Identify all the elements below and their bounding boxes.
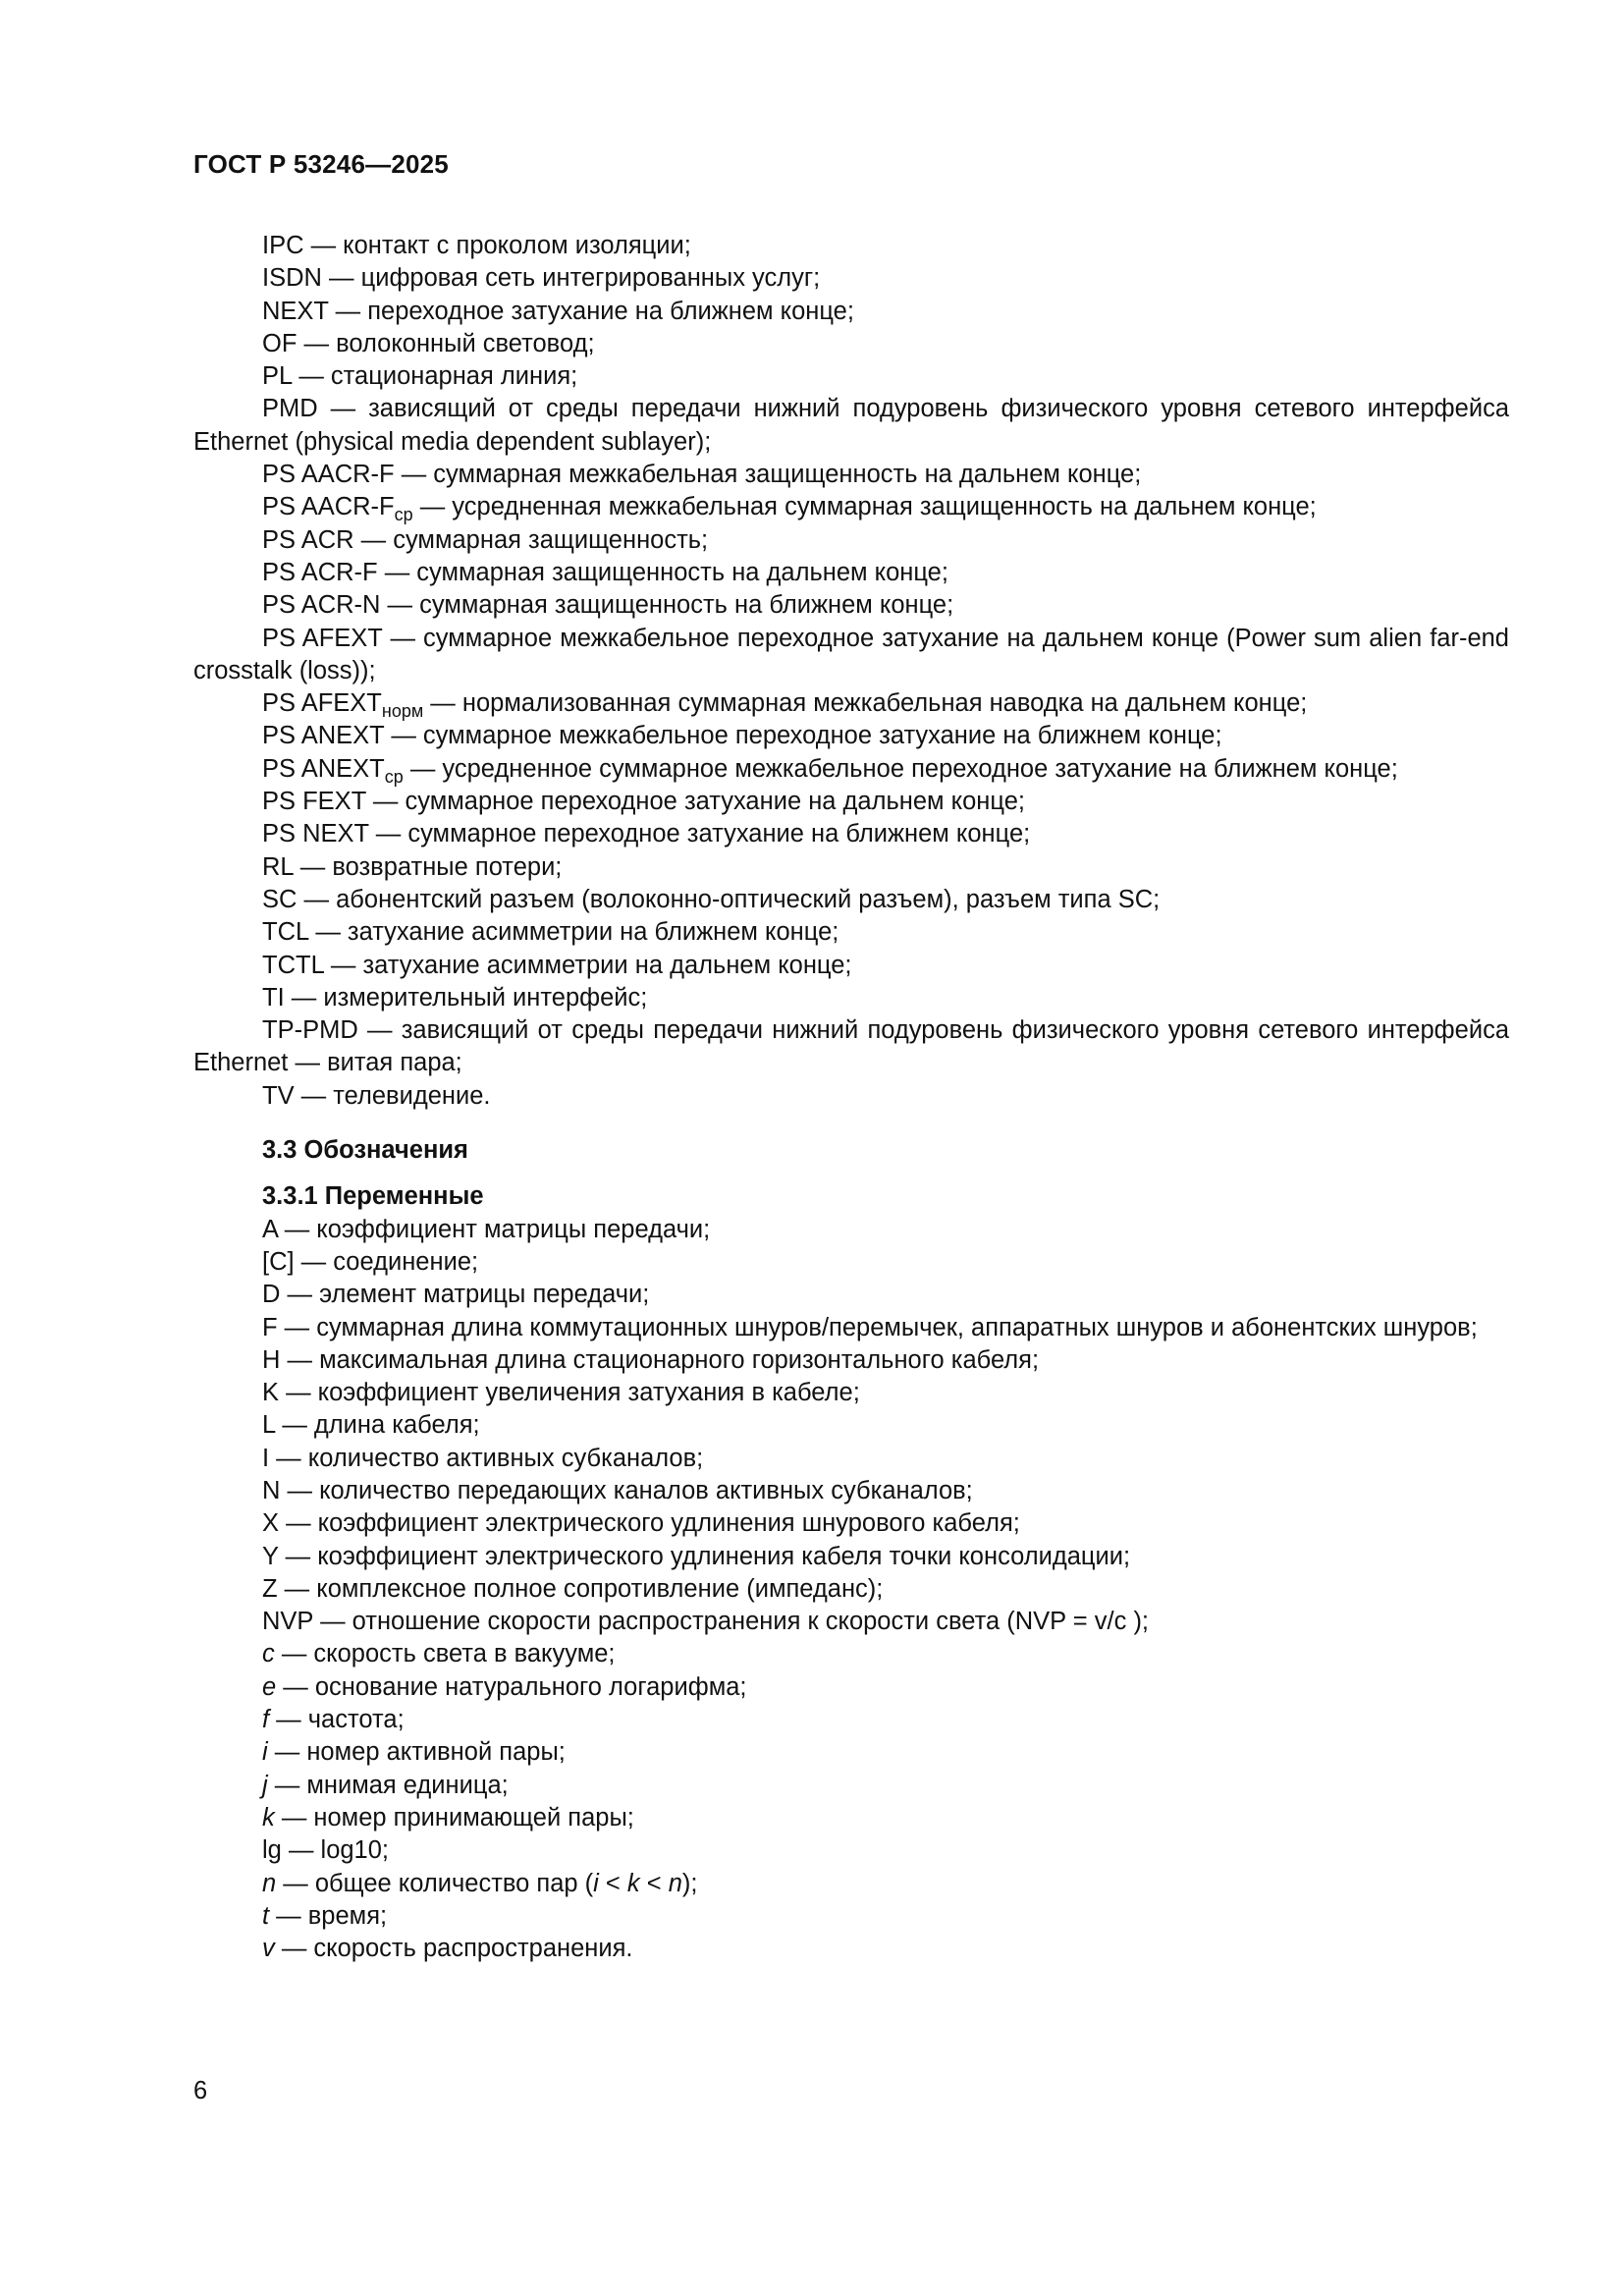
entry-term: NVP — [262, 1608, 313, 1636]
abbreviation-entry — [193, 687, 1509, 720]
variable-entry — [193, 1802, 1509, 1834]
entry-term: PS ACR — [262, 525, 354, 554]
abbreviation-entry — [193, 884, 1509, 916]
entry-definition: — максимальная длина стационарного горизонтального кабеля; — [280, 1345, 1040, 1374]
abbreviation-entry — [193, 950, 1509, 982]
entry-term: D — [262, 1281, 281, 1309]
variable-entry — [193, 1344, 1509, 1377]
variable-entry — [193, 1704, 1509, 1736]
entry-term: PS FEXT — [262, 788, 366, 816]
entry-term: k — [262, 1803, 275, 1831]
abbreviation-entry — [193, 557, 1509, 589]
entry-term: PS AACR-F — [262, 461, 395, 489]
entry-definition: — усредненная межкабельная суммарная защищенность на дальнем конце; — [412, 493, 1317, 521]
entry-term: N — [262, 1476, 281, 1504]
variable-entry — [193, 1246, 1509, 1279]
abbreviations-list — [193, 230, 1509, 1113]
relation-part: ); — [681, 1869, 698, 1897]
abbreviation-entry — [193, 360, 1509, 393]
abbreviation-entry — [193, 491, 1509, 523]
entry-definition: — скорость света в вакууме; — [274, 1640, 616, 1668]
variable-entry — [193, 1507, 1509, 1540]
entry-definition: — суммарная защищенность; — [353, 525, 709, 554]
entry-term: NEXT — [262, 297, 329, 325]
entry-definition: — элемент матрицы передачи; — [280, 1281, 650, 1309]
page-number: 6 — [193, 2077, 208, 2105]
variable-entry — [193, 1770, 1509, 1802]
abbreviation-entry — [193, 786, 1509, 818]
variable-entry — [193, 1312, 1509, 1344]
entry-definition: — отношение скорости распространения к скорости света (NVP = v/c ); — [312, 1608, 1150, 1636]
variable-entry — [193, 1409, 1509, 1442]
section-heading-3-3: 3.3 Обозначения — [262, 1136, 468, 1165]
entry-definition: — волоконный световод; — [297, 329, 595, 357]
variable-entry — [193, 1606, 1509, 1638]
abbreviation-entry — [193, 623, 1509, 688]
entry-term: PL — [262, 362, 293, 391]
relation-part: n — [668, 1869, 682, 1897]
entry-term: PS AACR-F — [262, 493, 395, 521]
variable-entry — [193, 1214, 1509, 1246]
entry-term: PS AFEXT — [262, 689, 382, 718]
entry-definition: — количество передающих каналов активных субканалов; — [280, 1476, 973, 1504]
entry-definition: — суммарное межкабельное переходное затухание на дальнем конце (Power sum alien far-end crosstalk (loss)); — [193, 624, 1509, 684]
entry-definition: — мнимая единица; — [267, 1771, 509, 1799]
entry-term: TV — [262, 1081, 295, 1110]
variable-entry — [193, 1638, 1509, 1670]
variable-entry — [193, 1573, 1509, 1606]
entry-term: n — [262, 1869, 277, 1897]
abbreviation-entry — [193, 1014, 1509, 1080]
entry-term: L — [262, 1411, 276, 1440]
entry-definition: — зависящий от среды передачи нижний подуровень физического уровня сетевого интерфейса Ethernet — витая пара; — [193, 1016, 1509, 1077]
entry-term-subscript: ср — [384, 766, 404, 787]
abbreviation-entry — [193, 230, 1509, 262]
entry-term-subscript: норм — [381, 701, 424, 722]
entry-definition: — контакт с проколом изоляции; — [303, 232, 691, 259]
abbreviation-entry — [193, 916, 1509, 949]
entry-term: K — [262, 1379, 280, 1407]
abbreviation-entry — [193, 982, 1509, 1014]
abbreviation-entry — [193, 459, 1509, 491]
entry-definition: — усредненное суммарное межкабельное переходное затухание на ближнем конце; — [403, 754, 1398, 783]
relation-part: < — [598, 1869, 627, 1897]
variable-entry — [193, 1736, 1509, 1769]
entry-term: PS ANEXT — [262, 754, 385, 783]
abbreviation-entry — [193, 524, 1509, 557]
entry-definition: — суммарное межкабельное переходное затухание на ближнем конце; — [384, 722, 1222, 750]
entry-definition: — измерительный интерфейс; — [284, 983, 648, 1011]
variable-entry — [193, 1475, 1509, 1507]
variable-entry — [193, 1541, 1509, 1573]
entry-definition: — скорость распространения. — [274, 1935, 633, 1963]
entry-definition: — суммарная межкабельная защищенность на дальнем конце; — [394, 461, 1142, 489]
entry-definition: — стационарная линия; — [292, 362, 578, 391]
entry-term: F — [262, 1313, 278, 1341]
abbreviation-entry — [193, 589, 1509, 622]
entry-term: c — [262, 1640, 275, 1668]
entry-term: PS ACR-F — [262, 558, 378, 586]
entry-term: i — [262, 1738, 268, 1767]
entry-term: TCTL — [262, 951, 324, 979]
entry-definition: — номер активной пары; — [267, 1738, 566, 1767]
entry-term: H — [262, 1345, 281, 1374]
entry-definition: — основание натурального логарифма; — [276, 1672, 747, 1701]
entry-definition: — коэффициент электрического удлинения кабеля точки консолидации; — [278, 1542, 1131, 1570]
abbreviation-entry — [193, 753, 1509, 786]
entry-definition: — log10; — [281, 1836, 390, 1865]
entry-definition: — суммарное переходное затухание на дальнем конце; — [365, 788, 1025, 816]
entry-term: TCL — [262, 918, 309, 947]
entry-definition: — коэффициент электрического удлинения шнурового кабеля; — [279, 1509, 1020, 1538]
entry-term: OF — [262, 329, 298, 357]
abbreviation-entry — [193, 296, 1509, 328]
variable-entry — [193, 1933, 1509, 1965]
entry-definition: — возвратные потери; — [293, 852, 563, 881]
entry-term: PS NEXT — [262, 820, 369, 848]
abbreviation-entry — [193, 1080, 1509, 1113]
variable-entry — [193, 1279, 1509, 1311]
entry-definition: — длина кабеля; — [275, 1411, 480, 1440]
entry-definition: — суммарная длина коммутационных шнуров/перемычек, аппаратных шнуров и абонентских шнуров; — [277, 1313, 1478, 1341]
entry-term: PS ACR-N — [262, 591, 381, 620]
abbreviation-entry — [193, 818, 1509, 850]
variable-entry — [193, 1834, 1509, 1867]
entry-definition: — частота; — [269, 1706, 405, 1734]
entry-term: Y — [262, 1542, 279, 1570]
entry-term: A — [262, 1215, 278, 1243]
entry-term: ISDN — [262, 264, 322, 293]
relation-part: i — [593, 1869, 599, 1897]
entry-term: X — [262, 1509, 280, 1538]
abbreviation-entry — [193, 393, 1509, 459]
entry-definition: — общее количество пар ( — [276, 1869, 594, 1897]
variable-entry — [193, 1443, 1509, 1475]
entry-definition: — суммарная защищенность на дальнем конце; — [377, 558, 948, 586]
entry-term: IPC — [262, 232, 304, 259]
abbreviation-entry — [193, 851, 1509, 884]
entry-term: j — [262, 1771, 268, 1799]
entry-term: f — [262, 1706, 270, 1734]
entry-definition: — переходное затухание на ближнем конце; — [328, 297, 854, 325]
entry-term: TI — [262, 983, 285, 1011]
variable-entry — [193, 1868, 1509, 1900]
variable-entry — [193, 1377, 1509, 1409]
entry-term: PMD — [262, 395, 318, 423]
entry-term-subscript: ср — [394, 505, 413, 525]
entry-definition: — соединение; — [294, 1247, 479, 1276]
entry-term: SC — [262, 885, 298, 913]
entry-term: v — [262, 1935, 275, 1963]
entry-definition: — коэффициент увеличения затухания в кабеле; — [279, 1379, 860, 1407]
entry-definition: — нормализованная суммарная межкабельная наводка на дальнем конце; — [423, 689, 1308, 718]
entry-definition: — суммарная защищенность на ближнем конце; — [380, 591, 954, 620]
entry-term: t — [262, 1901, 270, 1930]
entry-definition: — количество активных субканалов; — [269, 1444, 704, 1472]
entry-term: TP-PMD — [262, 1016, 358, 1045]
entry-definition: — затухание асимметрии на ближнем конце; — [308, 918, 839, 947]
abbreviation-entry — [193, 262, 1509, 295]
entry-definition: — комплексное полное сопротивление (импеданс); — [277, 1574, 884, 1603]
entry-term: I — [262, 1444, 270, 1472]
document-header: ГОСТ Р 53246—2025 — [193, 149, 449, 179]
variable-entry — [193, 1900, 1509, 1933]
entry-term: PS ANEXT — [262, 722, 385, 750]
entry-term: Z — [262, 1574, 278, 1603]
entry-definition: — коэффициент матрицы передачи; — [277, 1215, 711, 1243]
variable-entry — [193, 1671, 1509, 1704]
entry-term: lg — [262, 1836, 282, 1865]
abbreviation-entry — [193, 328, 1509, 360]
entry-term: PS AFEXT — [262, 624, 383, 652]
entry-term: RL — [262, 852, 294, 881]
entry-definition: — затухание асимметрии на дальнем конце; — [323, 951, 852, 979]
page-content — [193, 230, 1509, 1965]
abbreviation-entry — [193, 720, 1509, 752]
entry-definition: — зависящий от среды передачи нижний подуровень физического уровня сетевого интерфейса Ethernet (physical media dependent sublayer); — [193, 395, 1509, 456]
entry-definition: — номер принимающей пары; — [274, 1803, 634, 1831]
entry-term: e — [262, 1672, 277, 1701]
relation-part: < — [639, 1869, 669, 1897]
entry-term: [C] — [262, 1247, 295, 1276]
relation-part: k — [626, 1869, 640, 1897]
section-heading-3-3-1: 3.3.1 Переменные — [262, 1182, 484, 1211]
entry-definition: — суммарное переходное затухание на ближнем конце; — [368, 820, 1031, 848]
entry-definition: — цифровая сеть интегрированных услуг; — [321, 264, 821, 293]
entry-definition: — телевидение. — [294, 1081, 491, 1110]
entry-definition: — время; — [269, 1901, 388, 1930]
variables-list — [193, 1214, 1509, 1966]
entry-definition: — абонентский разъем (волоконно-оптический разъем), разъем типа SC; — [297, 885, 1161, 913]
